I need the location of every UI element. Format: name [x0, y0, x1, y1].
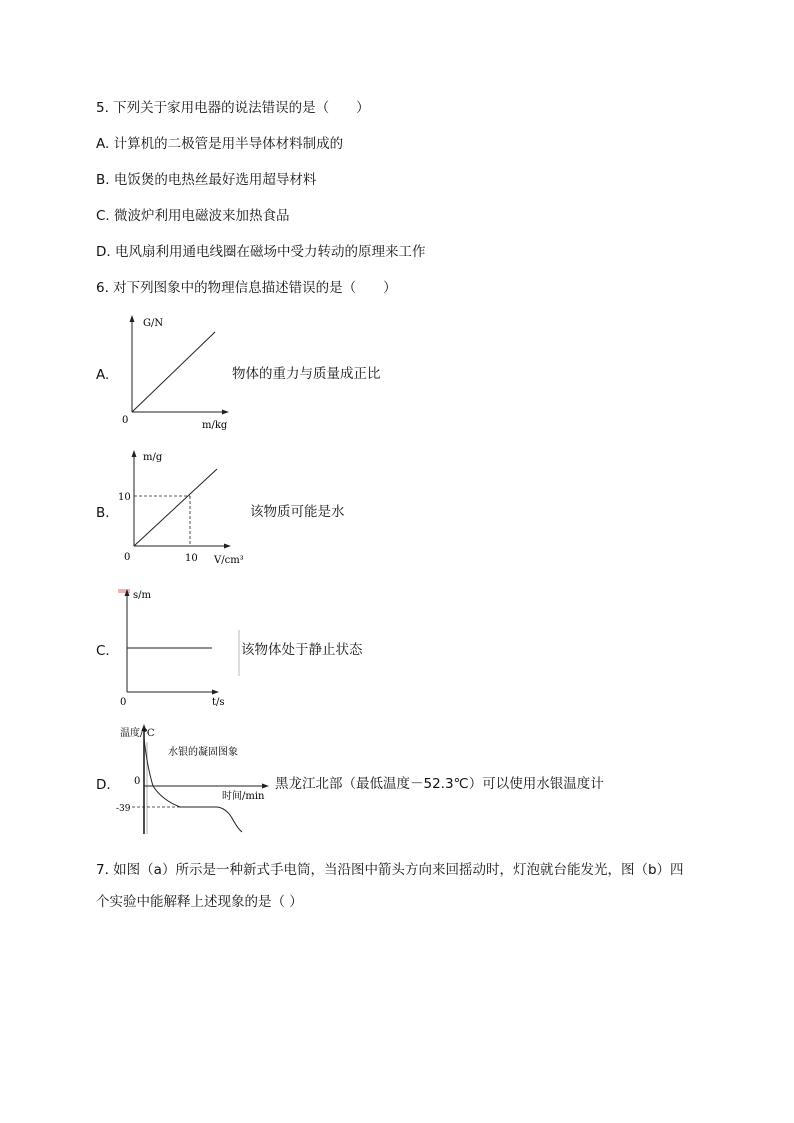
q6-option-d-letter: D.: [96, 777, 111, 793]
q6-option-a-text: 物体的重力与质量成正比: [232, 366, 381, 382]
q5-option-a: A. 计算机的二极管是用半导体材料制成的: [96, 136, 344, 152]
q6-option-c-letter: C.: [96, 643, 110, 659]
q6-option-b-text: 该物质可能是水: [250, 504, 345, 520]
chart-c: [116, 586, 244, 710]
chart-d-xlabel: 时间/min: [222, 791, 265, 802]
chart-c-origin: 0: [120, 697, 127, 708]
chart-b-xlabel: V/cm³: [214, 555, 244, 566]
chart-b-x-arrow: [224, 544, 231, 549]
chart-d-ylabel: 温度/℃: [120, 728, 155, 739]
chart-b-y-tick: 10: [118, 492, 131, 503]
q5-option-d: D. 电风扇利用通电线圈在磁场中受力转动的原理来工作: [96, 244, 426, 260]
chart-b-line: [134, 469, 217, 546]
chart-d-y-tick-minus39: -39: [116, 804, 131, 814]
chart-b-x-tick: 10: [185, 553, 198, 564]
chart-c-ylabel: s/m: [133, 590, 151, 601]
chart-a-xlabel: m/kg: [202, 420, 228, 431]
chart-b-ylabel: m/g: [143, 452, 163, 463]
chart-d: [116, 722, 274, 838]
chart-b-origin: 0: [124, 552, 131, 563]
chart-d-y-tick-0: 0: [134, 776, 141, 787]
chart-a: [118, 312, 238, 434]
q7-line-1: 7. 如图（a）所示是一种新式手电筒，当沿图中箭头方向来回摇动时，灯泡就台能发光，图（b）四: [96, 862, 684, 878]
q5-option-b: B. 电饭煲的电热丝最好选用超导材料: [96, 172, 317, 188]
chart-a-ylabel: G/N: [143, 318, 164, 329]
q6-option-b-letter: B.: [96, 505, 110, 521]
chart-a-y-arrow: [130, 315, 135, 322]
chart-a-origin: 0: [122, 415, 129, 426]
q6-stem: 6. 对下列图象中的物理信息描述错误的是（ ）: [96, 280, 397, 296]
chart-a-x-arrow: [222, 410, 229, 415]
chart-b: [116, 447, 256, 571]
q7-line-2: 个实验中能解释上述现象的是（ ）: [96, 894, 303, 910]
chart-a-line: [132, 332, 215, 412]
chart-d-annotation: 水银的凝固图象: [168, 747, 238, 758]
chart-b-y-arrow: [132, 450, 137, 457]
q6-option-a-letter: A.: [96, 367, 110, 383]
chart-c-x-arrow: [212, 690, 219, 695]
q6-option-d-text: 黑龙江北部（最低温度－52.3℃）可以使用水银温度计: [275, 776, 604, 792]
q5-stem: 5. 下列关于家用电器的说法错误的是（ ）: [96, 100, 370, 116]
chart-c-xlabel: t/s: [212, 697, 225, 708]
q5-option-c: C. 微波炉利用电磁波来加热食品: [96, 208, 290, 224]
chart-d-x-arrow: [262, 784, 269, 789]
q6-option-c-text: 该物体处于静止状态: [241, 642, 363, 658]
